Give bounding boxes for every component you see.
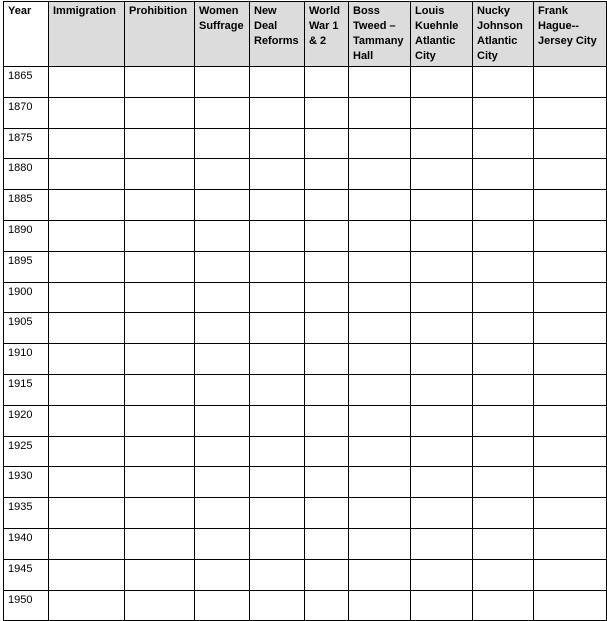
women-suffrage-cell[interactable] (195, 374, 250, 405)
new-deal-reforms-cell[interactable] (250, 405, 305, 436)
year-cell: 1875 (4, 128, 49, 159)
louis-kuehnle-cell[interactable] (411, 220, 473, 251)
header-immigration: Immigration (49, 2, 125, 67)
louis-kuehnle-cell[interactable] (411, 590, 473, 621)
louis-kuehnle-cell[interactable] (411, 528, 473, 559)
prohibition-cell[interactable] (125, 528, 195, 559)
table-row (4, 313, 607, 344)
new-deal-reforms-cell[interactable] (250, 67, 305, 98)
world-wars-cell[interactable] (305, 528, 349, 559)
boss-tweed-cell[interactable] (349, 313, 411, 344)
world-wars-cell[interactable] (305, 436, 349, 467)
new-deal-reforms-cell[interactable] (250, 282, 305, 313)
immigration-cell[interactable] (49, 590, 125, 621)
frank-hague-cell[interactable] (534, 344, 607, 375)
table-row (4, 251, 607, 282)
louis-kuehnle-cell[interactable] (411, 282, 473, 313)
immigration-cell[interactable] (49, 467, 125, 498)
immigration-cell[interactable] (49, 313, 125, 344)
boss-tweed-cell[interactable] (349, 67, 411, 98)
boss-tweed-cell[interactable] (349, 559, 411, 590)
immigration-cell[interactable] (49, 436, 125, 467)
louis-kuehnle-cell[interactable] (411, 128, 473, 159)
table-row (4, 405, 607, 436)
frank-hague-cell[interactable] (534, 467, 607, 498)
table-row (4, 467, 607, 498)
immigration-cell[interactable] (49, 97, 125, 128)
new-deal-reforms-cell[interactable] (250, 251, 305, 282)
table-row (4, 190, 607, 221)
world-wars-cell[interactable] (305, 467, 349, 498)
frank-hague-cell[interactable] (534, 374, 607, 405)
frank-hague-cell[interactable] (534, 590, 607, 621)
prohibition-cell[interactable] (125, 498, 195, 529)
year-cell: 1905 (4, 313, 49, 344)
header-nucky-johnson: Nucky Johnson Atlantic City (473, 2, 534, 67)
year-cell: 1930 (4, 467, 49, 498)
table-row (4, 590, 607, 621)
nucky-johnson-cell[interactable] (473, 467, 534, 498)
table-row (4, 436, 607, 467)
table-row (4, 220, 607, 251)
prohibition-cell[interactable] (125, 159, 195, 190)
women-suffrage-cell[interactable] (195, 190, 250, 221)
frank-hague-cell[interactable] (534, 251, 607, 282)
immigration-cell[interactable] (49, 190, 125, 221)
table-row (4, 528, 607, 559)
nucky-johnson-cell[interactable] (473, 128, 534, 159)
boss-tweed-cell[interactable] (349, 220, 411, 251)
prohibition-cell[interactable] (125, 344, 195, 375)
header-world-wars: World War 1 & 2 (305, 2, 349, 67)
louis-kuehnle-cell[interactable] (411, 97, 473, 128)
immigration-cell[interactable] (49, 220, 125, 251)
world-wars-cell[interactable] (305, 498, 349, 529)
table-row (4, 374, 607, 405)
women-suffrage-cell[interactable] (195, 436, 250, 467)
world-wars-cell[interactable] (305, 374, 349, 405)
boss-tweed-cell[interactable] (349, 251, 411, 282)
world-wars-cell[interactable] (305, 405, 349, 436)
boss-tweed-cell[interactable] (349, 467, 411, 498)
women-suffrage-cell[interactable] (195, 282, 250, 313)
new-deal-reforms-cell[interactable] (250, 97, 305, 128)
new-deal-reforms-cell[interactable] (250, 436, 305, 467)
nucky-johnson-cell[interactable] (473, 528, 534, 559)
immigration-cell[interactable] (49, 344, 125, 375)
prohibition-cell[interactable] (125, 251, 195, 282)
frank-hague-cell[interactable] (534, 405, 607, 436)
nucky-johnson-cell[interactable] (473, 344, 534, 375)
year-cell: 1890 (4, 220, 49, 251)
year-cell: 1865 (4, 67, 49, 98)
new-deal-reforms-cell[interactable] (250, 467, 305, 498)
header-women-suffrage: Women Suffrage (195, 2, 250, 67)
louis-kuehnle-cell[interactable] (411, 344, 473, 375)
boss-tweed-cell[interactable] (349, 528, 411, 559)
year-cell: 1910 (4, 344, 49, 375)
immigration-cell[interactable] (49, 128, 125, 159)
frank-hague-cell[interactable] (534, 128, 607, 159)
table-body (4, 67, 607, 621)
women-suffrage-cell[interactable] (195, 128, 250, 159)
louis-kuehnle-cell[interactable] (411, 467, 473, 498)
world-wars-cell[interactable] (305, 128, 349, 159)
louis-kuehnle-cell[interactable] (411, 436, 473, 467)
immigration-cell[interactable] (49, 251, 125, 282)
table-row (4, 282, 607, 313)
nucky-johnson-cell[interactable] (473, 97, 534, 128)
immigration-cell[interactable] (49, 159, 125, 190)
nucky-johnson-cell[interactable] (473, 559, 534, 590)
timeline-table (3, 1, 607, 621)
header-louis-kuehnle: Louis Kuehnle Atlantic City (411, 2, 473, 67)
table-row (4, 159, 607, 190)
boss-tweed-cell[interactable] (349, 97, 411, 128)
louis-kuehnle-cell[interactable] (411, 313, 473, 344)
immigration-cell[interactable] (49, 498, 125, 529)
louis-kuehnle-cell[interactable] (411, 498, 473, 529)
header-year: Year (4, 2, 49, 67)
year-cell: 1925 (4, 436, 49, 467)
frank-hague-cell[interactable] (534, 97, 607, 128)
nucky-johnson-cell[interactable] (473, 590, 534, 621)
world-wars-cell[interactable] (305, 344, 349, 375)
new-deal-reforms-cell[interactable] (250, 128, 305, 159)
nucky-johnson-cell[interactable] (473, 220, 534, 251)
frank-hague-cell[interactable] (534, 67, 607, 98)
nucky-johnson-cell[interactable] (473, 498, 534, 529)
new-deal-reforms-cell[interactable] (250, 313, 305, 344)
prohibition-cell[interactable] (125, 559, 195, 590)
year-cell: 1935 (4, 498, 49, 529)
header-frank-hague: Frank Hague--Jersey City (534, 2, 607, 67)
louis-kuehnle-cell[interactable] (411, 251, 473, 282)
frank-hague-cell[interactable] (534, 190, 607, 221)
new-deal-reforms-cell[interactable] (250, 528, 305, 559)
year-cell: 1920 (4, 405, 49, 436)
year-cell: 1945 (4, 559, 49, 590)
boss-tweed-cell[interactable] (349, 344, 411, 375)
immigration-cell[interactable] (49, 374, 125, 405)
nucky-johnson-cell[interactable] (473, 313, 534, 344)
header-prohibition: Prohibition (125, 2, 195, 67)
frank-hague-cell[interactable] (534, 282, 607, 313)
world-wars-cell[interactable] (305, 559, 349, 590)
louis-kuehnle-cell[interactable] (411, 374, 473, 405)
year-cell: 1940 (4, 528, 49, 559)
women-suffrage-cell[interactable] (195, 405, 250, 436)
world-wars-cell[interactable] (305, 251, 349, 282)
louis-kuehnle-cell[interactable] (411, 67, 473, 98)
women-suffrage-cell[interactable] (195, 67, 250, 98)
new-deal-reforms-cell[interactable] (250, 590, 305, 621)
frank-hague-cell[interactable] (534, 436, 607, 467)
frank-hague-cell[interactable] (534, 559, 607, 590)
women-suffrage-cell[interactable] (195, 313, 250, 344)
nucky-johnson-cell[interactable] (473, 405, 534, 436)
women-suffrage-cell[interactable] (195, 251, 250, 282)
prohibition-cell[interactable] (125, 97, 195, 128)
new-deal-reforms-cell[interactable] (250, 498, 305, 529)
table-row (4, 559, 607, 590)
boss-tweed-cell[interactable] (349, 405, 411, 436)
immigration-cell[interactable] (49, 559, 125, 590)
nucky-johnson-cell[interactable] (473, 190, 534, 221)
boss-tweed-cell[interactable] (349, 374, 411, 405)
frank-hague-cell[interactable] (534, 528, 607, 559)
women-suffrage-cell[interactable] (195, 467, 250, 498)
boss-tweed-cell[interactable] (349, 282, 411, 313)
prohibition-cell[interactable] (125, 436, 195, 467)
boss-tweed-cell[interactable] (349, 128, 411, 159)
world-wars-cell[interactable] (305, 220, 349, 251)
new-deal-reforms-cell[interactable] (250, 559, 305, 590)
louis-kuehnle-cell[interactable] (411, 159, 473, 190)
table-row (4, 128, 607, 159)
prohibition-cell[interactable] (125, 405, 195, 436)
year-cell: 1915 (4, 374, 49, 405)
women-suffrage-cell[interactable] (195, 498, 250, 529)
prohibition-cell[interactable] (125, 128, 195, 159)
boss-tweed-cell[interactable] (349, 590, 411, 621)
louis-kuehnle-cell[interactable] (411, 559, 473, 590)
new-deal-reforms-cell[interactable] (250, 220, 305, 251)
year-cell: 1895 (4, 251, 49, 282)
world-wars-cell[interactable] (305, 159, 349, 190)
new-deal-reforms-cell[interactable] (250, 344, 305, 375)
table-row (4, 498, 607, 529)
world-wars-cell[interactable] (305, 97, 349, 128)
women-suffrage-cell[interactable] (195, 559, 250, 590)
women-suffrage-cell[interactable] (195, 159, 250, 190)
prohibition-cell[interactable] (125, 190, 195, 221)
frank-hague-cell[interactable] (534, 159, 607, 190)
boss-tweed-cell[interactable] (349, 159, 411, 190)
prohibition-cell[interactable] (125, 67, 195, 98)
year-cell: 1885 (4, 190, 49, 221)
immigration-cell[interactable] (49, 282, 125, 313)
boss-tweed-cell[interactable] (349, 498, 411, 529)
nucky-johnson-cell[interactable] (473, 282, 534, 313)
frank-hague-cell[interactable] (534, 498, 607, 529)
prohibition-cell[interactable] (125, 374, 195, 405)
world-wars-cell[interactable] (305, 190, 349, 221)
nucky-johnson-cell[interactable] (473, 374, 534, 405)
louis-kuehnle-cell[interactable] (411, 405, 473, 436)
women-suffrage-cell[interactable] (195, 97, 250, 128)
header-new-deal-reforms: New Deal Reforms (250, 2, 305, 67)
year-cell: 1880 (4, 159, 49, 190)
world-wars-cell[interactable] (305, 282, 349, 313)
women-suffrage-cell[interactable] (195, 344, 250, 375)
prohibition-cell[interactable] (125, 282, 195, 313)
nucky-johnson-cell[interactable] (473, 159, 534, 190)
prohibition-cell[interactable] (125, 313, 195, 344)
boss-tweed-cell[interactable] (349, 436, 411, 467)
header-row (4, 2, 607, 67)
women-suffrage-cell[interactable] (195, 528, 250, 559)
year-cell: 1870 (4, 97, 49, 128)
immigration-cell[interactable] (49, 67, 125, 98)
year-cell: 1950 (4, 590, 49, 621)
boss-tweed-cell[interactable] (349, 190, 411, 221)
new-deal-reforms-cell[interactable] (250, 374, 305, 405)
frank-hague-cell[interactable] (534, 220, 607, 251)
world-wars-cell[interactable] (305, 67, 349, 98)
prohibition-cell[interactable] (125, 467, 195, 498)
nucky-johnson-cell[interactable] (473, 436, 534, 467)
frank-hague-cell[interactable] (534, 313, 607, 344)
world-wars-cell[interactable] (305, 590, 349, 621)
table-row (4, 97, 607, 128)
women-suffrage-cell[interactable] (195, 220, 250, 251)
new-deal-reforms-cell[interactable] (250, 159, 305, 190)
nucky-johnson-cell[interactable] (473, 67, 534, 98)
louis-kuehnle-cell[interactable] (411, 190, 473, 221)
table-row (4, 344, 607, 375)
table-row (4, 67, 607, 98)
immigration-cell[interactable] (49, 405, 125, 436)
immigration-cell[interactable] (49, 528, 125, 559)
prohibition-cell[interactable] (125, 220, 195, 251)
women-suffrage-cell[interactable] (195, 590, 250, 621)
prohibition-cell[interactable] (125, 590, 195, 621)
new-deal-reforms-cell[interactable] (250, 190, 305, 221)
nucky-johnson-cell[interactable] (473, 251, 534, 282)
header-boss-tweed: Boss Tweed – Tammany Hall (349, 2, 411, 67)
world-wars-cell[interactable] (305, 313, 349, 344)
year-cell: 1900 (4, 282, 49, 313)
